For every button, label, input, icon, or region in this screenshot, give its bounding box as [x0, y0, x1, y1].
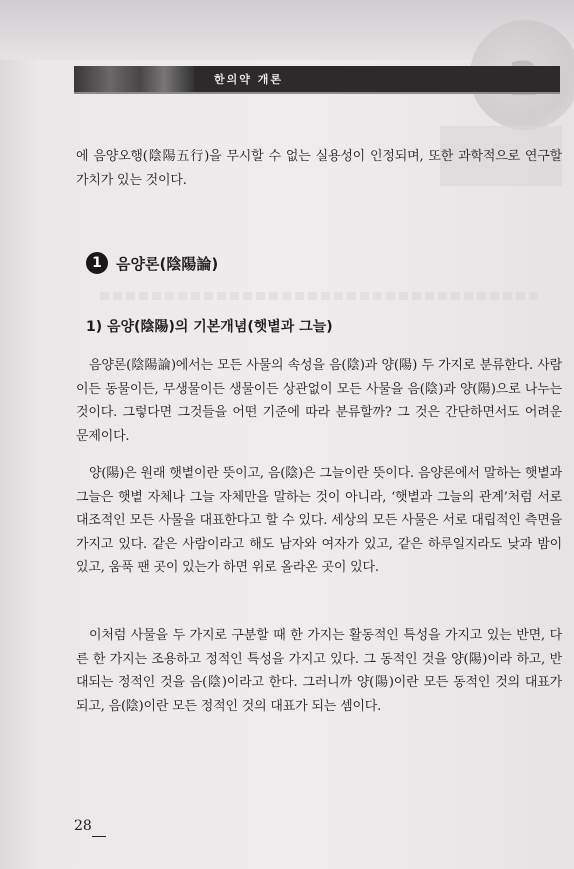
- section-heading: [86, 252, 218, 274]
- running-header: [74, 66, 560, 94]
- body-paragraph: 이처럼 사물을 두 가지로 구분할 때 한 가지는 활동적인 특성을 가지고 있는 반면, 다른 한 가지는 조용하고 정적인 특성을 가지고 있다. 그 동적인 것을 양(陽)이라 하고, 반대되는 정적인 것을 음(陰)이라고 한다. 그러니까 양(陽)이란 모든 동적인 것의 대표가 되고, 음(陰)이란 모든 정적인 것의 대표가 되는 셈이다.: [76, 628, 562, 714]
- section-number-badge: 1: [86, 252, 108, 274]
- body-paragraph: 양(陽)은 원래 햇볕이란 뜻이고, 음(陰)은 그늘이란 뜻이다. 음양론에서 말하는 햇볕과 그늘은 햇볕 자체나 그늘 자체만을 말하는 것이 아니라, ‘햇볕과 그늘의 관계’처럼 서로 대조적인 모든 사물을 대표한다고 할 수 있다. 세상의 모든 사물은 서로 대립적인 측면을 가지고 있다. 같은 사람이라고 해도 남자와 여자가 있고, 같은 하루일지라도 낮과 밤이 있고, 움푹 팬 곳이 있는가 하면 위로 올라온 곳이 있다.: [76, 466, 562, 575]
- section-title: 음양론(陰陽論): [116, 254, 219, 273]
- subsection-title: 1) 음양(陰陽)의 기본개념(햇볕과 그늘): [86, 319, 333, 335]
- running-header-title: 한의약 개론: [214, 73, 283, 86]
- intro-paragraph: 에 음양오행(陰陽五行)을 무시할 수 없는 실용성이 인정되며, 또한 과학적으로 연구할 가치가 있는 것이다.: [76, 149, 562, 188]
- page-number: 28: [74, 818, 92, 834]
- header-photo-image: [74, 66, 194, 92]
- bleed-through-text: [100, 292, 540, 300]
- page-number-underline: [92, 836, 106, 837]
- body-paragraph: 음양론(陰陽論)에서는 모든 사물의 속성을 음(陰)과 양(陽) 두 가지로 분류한다. 사람이든 동물이든, 무생물이든 생물이든 상관없이 모든 사물을 음(陰)과 양(陽)으로 나누는 것이다. 그렇다면 그것들을 어떤 기준에 따라 분류할까? 그 것은 간단하면서도 어려운 문제이다.: [76, 358, 562, 444]
